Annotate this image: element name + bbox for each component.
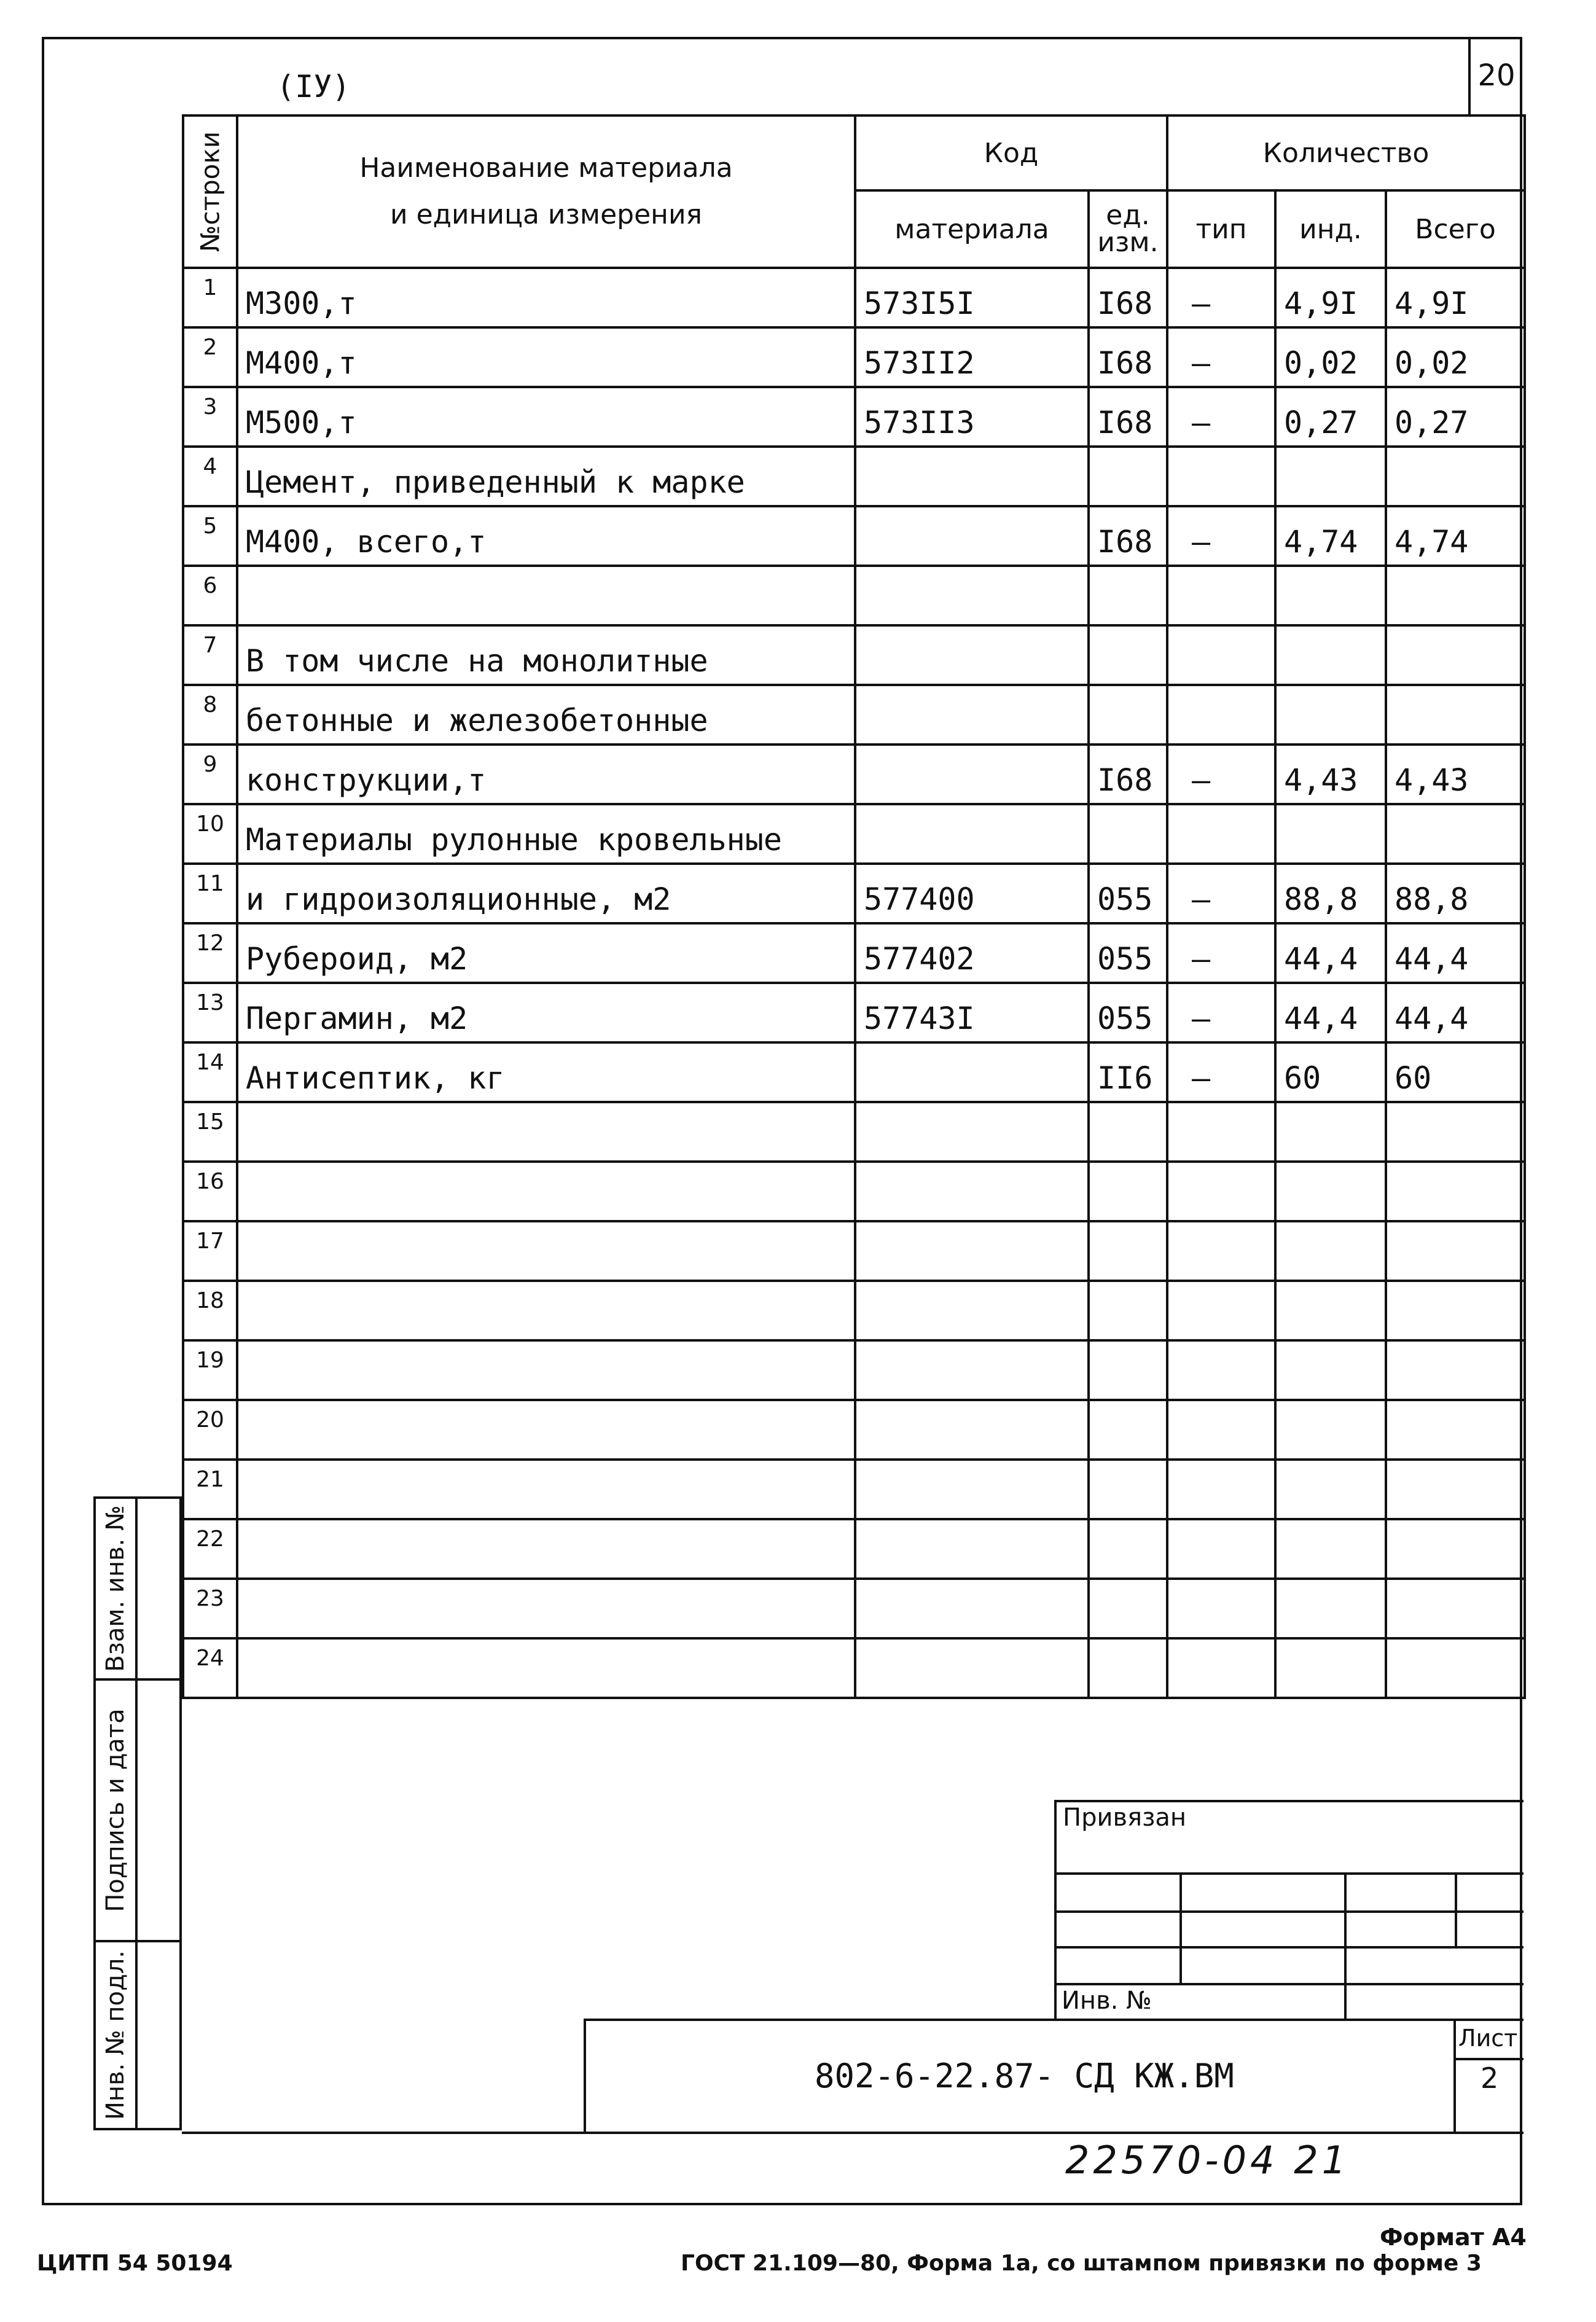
cell-unit (1089, 1281, 1167, 1340)
cell-ind (1275, 1281, 1386, 1340)
cell-name: Цемент, приведенный к марке (237, 447, 855, 506)
cell-n: 20 (183, 1400, 237, 1460)
cell-name (237, 1102, 855, 1162)
inv-no-label: Инв. № (1062, 1987, 1152, 2015)
cell-total: 88,8 (1386, 864, 1525, 923)
cell-type (1167, 1579, 1275, 1638)
cell-type: – (1167, 923, 1275, 983)
privyazan-row-line-1 (1054, 1872, 1524, 1875)
cell-name: М500,т (237, 387, 855, 447)
material-header: материала (855, 190, 1089, 268)
cell-code (855, 566, 1089, 625)
cell-type (1167, 804, 1275, 864)
table-row (183, 1162, 1525, 1221)
cell-type: – (1167, 268, 1275, 327)
cell-code (855, 685, 1089, 745)
cell-unit: II6 (1089, 1042, 1167, 1102)
cell-name: Материалы рулонные кровельные (237, 804, 855, 864)
cell-code: 577402 (855, 923, 1089, 983)
sheet-number-box (1468, 37, 1522, 117)
cell-type (1167, 1340, 1275, 1400)
cell-type: – (1167, 983, 1275, 1042)
cell-total (1386, 685, 1525, 745)
cell-code (855, 1638, 1089, 1698)
cell-name: М400, всего,т (237, 506, 855, 566)
cell-type (1167, 1638, 1275, 1698)
cell-total (1386, 1162, 1525, 1221)
side-stamp-vzam (93, 1496, 182, 1681)
cell-n: 2 (183, 327, 237, 387)
cell-unit: I68 (1089, 745, 1167, 804)
sheet-number: 20 (1477, 58, 1516, 93)
cell-code: 577400 (855, 864, 1089, 923)
table-row (183, 1519, 1525, 1579)
cell-total: 60 (1386, 1042, 1525, 1102)
cell-ind (1275, 1400, 1386, 1460)
cell-n: 3 (183, 387, 237, 447)
cell-n: 10 (183, 804, 237, 864)
cell-code: 573II2 (855, 327, 1089, 387)
table-row (183, 1042, 1525, 1102)
handwritten-note: 22570-04 21 (1065, 2138, 1350, 2183)
privyazan-top-line (1054, 1800, 1524, 1802)
cell-n: 18 (183, 1281, 237, 1340)
cell-n: 19 (183, 1340, 237, 1400)
cell-unit: I68 (1089, 268, 1167, 327)
cell-n: 8 (183, 685, 237, 745)
cell-code (855, 1162, 1089, 1221)
table-row (183, 1221, 1525, 1281)
cell-name (237, 1162, 855, 1221)
format-label: Формат А4 (1380, 2224, 1527, 2251)
cell-ind: 4,43 (1275, 745, 1386, 804)
list-row-line (1453, 2058, 1524, 2060)
cell-name: Пергамин, м2 (237, 983, 855, 1042)
cell-ind (1275, 1340, 1386, 1400)
cell-unit: 055 (1089, 983, 1167, 1042)
cell-total (1386, 1340, 1525, 1400)
cell-code (855, 804, 1089, 864)
list-label: Лист (1458, 2025, 1518, 2052)
cell-n: 22 (183, 1519, 237, 1579)
cell-type: – (1167, 745, 1275, 804)
cell-name (237, 1221, 855, 1281)
total-header: Всего (1386, 190, 1525, 268)
cell-type: – (1167, 506, 1275, 566)
document-designation: 802-6-22.87- СД КЖ.ВМ (815, 2057, 1234, 2095)
cell-code (855, 1281, 1089, 1340)
cell-code (855, 1579, 1089, 1638)
cell-total (1386, 1281, 1525, 1340)
cell-type: – (1167, 1042, 1275, 1102)
cell-unit (1089, 1340, 1167, 1400)
table-row (183, 447, 1525, 506)
cell-total (1386, 1460, 1525, 1519)
table-row (183, 387, 1525, 447)
cell-n: 12 (183, 923, 237, 983)
privyazan-col-line-2 (1344, 1872, 1347, 2021)
cell-ind: 4,74 (1275, 506, 1386, 566)
cell-total (1386, 1579, 1525, 1638)
cell-type (1167, 1519, 1275, 1579)
cell-total: 4,74 (1386, 506, 1525, 566)
unit-header: ед. изм. (1089, 190, 1167, 268)
name-header: Наименование материала и единица измерения (237, 115, 855, 268)
cell-n: 15 (183, 1102, 237, 1162)
cell-name (237, 1638, 855, 1698)
cell-ind: 44,4 (1275, 923, 1386, 983)
privyazan-row-line-4 (1054, 1983, 1524, 1985)
cell-n: 14 (183, 1042, 237, 1102)
cell-code: 57743I (855, 983, 1089, 1042)
table-row (183, 1579, 1525, 1638)
cell-name (237, 1281, 855, 1340)
cell-ind: 88,8 (1275, 864, 1386, 923)
cell-code: 573II3 (855, 387, 1089, 447)
title-top-line (584, 2019, 1524, 2021)
cell-total: 44,4 (1386, 983, 1525, 1042)
privyazan-col-line-3 (1455, 1872, 1457, 1946)
cell-ind (1275, 1102, 1386, 1162)
cell-total: 4,43 (1386, 745, 1525, 804)
cell-total (1386, 625, 1525, 685)
vzam-label: Взам. инв. № (101, 1505, 130, 1672)
type-header: тип (1167, 190, 1275, 268)
table-row (183, 1102, 1525, 1162)
cell-ind (1275, 566, 1386, 625)
cell-n: 5 (183, 506, 237, 566)
table-row (183, 1460, 1525, 1519)
privyazan-label: Привязан (1063, 1804, 1187, 1832)
cell-type (1167, 685, 1275, 745)
cell-n: 4 (183, 447, 237, 506)
cell-ind: 44,4 (1275, 983, 1386, 1042)
cell-ind (1275, 1221, 1386, 1281)
podpis-label: Подпись и дата (101, 1708, 130, 1912)
cell-n: 9 (183, 745, 237, 804)
cell-type: – (1167, 864, 1275, 923)
cell-name (237, 1400, 855, 1460)
cell-name: М400,т (237, 327, 855, 387)
table-row (183, 685, 1525, 745)
table-row (183, 1400, 1525, 1460)
cell-total (1386, 566, 1525, 625)
cell-type (1167, 1460, 1275, 1519)
cell-unit (1089, 566, 1167, 625)
section-mark: (IУ) (276, 69, 351, 104)
cell-name: Антисептик, кг (237, 1042, 855, 1102)
list-number: 2 (1481, 2062, 1499, 2095)
cell-ind (1275, 625, 1386, 685)
cell-total: 4,9I (1386, 268, 1525, 327)
cell-code (855, 447, 1089, 506)
cell-type (1167, 1221, 1275, 1281)
cell-code (855, 1460, 1089, 1519)
cell-name: Рубероид, м2 (237, 923, 855, 983)
cell-name: и гидроизоляционные, м2 (237, 864, 855, 923)
cell-unit (1089, 1221, 1167, 1281)
cell-ind (1275, 685, 1386, 745)
cell-ind: 60 (1275, 1042, 1386, 1102)
cell-n: 16 (183, 1162, 237, 1221)
cell-n: 6 (183, 566, 237, 625)
cell-ind: 4,9I (1275, 268, 1386, 327)
cell-type (1167, 1162, 1275, 1221)
cell-type (1167, 1102, 1275, 1162)
inv-podl-label: Инв. № подл. (101, 1950, 130, 2120)
cell-name (237, 566, 855, 625)
cell-unit (1089, 1579, 1167, 1638)
cell-unit: 055 (1089, 864, 1167, 923)
cell-ind: 0,02 (1275, 327, 1386, 387)
list-divider-line (1453, 2019, 1456, 2133)
cell-code (855, 1102, 1089, 1162)
side-stamp-inv-podl (93, 1940, 182, 2130)
table-row (183, 566, 1525, 625)
cell-total (1386, 1519, 1525, 1579)
cell-n: 7 (183, 625, 237, 685)
cell-unit (1089, 685, 1167, 745)
cell-name (237, 1579, 855, 1638)
title-left-line (584, 2019, 586, 2133)
footer-right: ГОСТ 21.109—80, Форма 1а, со штампом привязки по форме 3 (681, 2251, 1482, 2276)
privyazan-row-line-2 (1054, 1910, 1524, 1913)
cell-ind (1275, 1638, 1386, 1698)
cell-code (855, 1340, 1089, 1400)
table-row (183, 327, 1525, 387)
cell-ind (1275, 1460, 1386, 1519)
cell-name (237, 1460, 855, 1519)
cell-code (855, 1400, 1089, 1460)
materials-table (182, 114, 1526, 1699)
table-row (183, 1281, 1525, 1340)
cell-type (1167, 1400, 1275, 1460)
side-stamp-podpis (93, 1678, 182, 1942)
cell-n: 11 (183, 864, 237, 923)
cell-unit (1089, 1400, 1167, 1460)
cell-unit (1089, 804, 1167, 864)
quantity-header: Количество (1167, 115, 1525, 190)
cell-code (855, 625, 1089, 685)
ind-header: инд. (1275, 190, 1386, 268)
cell-code (855, 1221, 1089, 1281)
table-row (183, 1638, 1525, 1698)
cell-name: В том числе на монолитные (237, 625, 855, 685)
cell-total: 0,02 (1386, 327, 1525, 387)
cell-unit (1089, 1519, 1167, 1579)
cell-unit: I68 (1089, 506, 1167, 566)
cell-ind (1275, 1162, 1386, 1221)
cell-ind (1275, 447, 1386, 506)
cell-code (855, 745, 1089, 804)
cell-name: М300,т (237, 268, 855, 327)
cell-ind: 0,27 (1275, 387, 1386, 447)
cell-n: 1 (183, 268, 237, 327)
cell-total (1386, 1102, 1525, 1162)
table-row (183, 506, 1525, 566)
cell-name (237, 1519, 855, 1579)
table-row (183, 1340, 1525, 1400)
cell-type (1167, 447, 1275, 506)
cell-unit (1089, 1460, 1167, 1519)
cell-name: бетонные и железобетонные (237, 685, 855, 745)
cell-type (1167, 625, 1275, 685)
table-row (183, 864, 1525, 923)
cell-unit: I68 (1089, 387, 1167, 447)
cell-type (1167, 566, 1275, 625)
cell-unit: I68 (1089, 327, 1167, 387)
cell-n: 17 (183, 1221, 237, 1281)
footer-left: ЦИТП 54 50194 (37, 2251, 233, 2276)
cell-n: 23 (183, 1579, 237, 1638)
privyazan-row-line-3 (1054, 1946, 1524, 1949)
cell-unit: 055 (1089, 923, 1167, 983)
cell-code (855, 1519, 1089, 1579)
cell-ind (1275, 1579, 1386, 1638)
cell-type (1167, 1281, 1275, 1340)
cell-code: 573I5I (855, 268, 1089, 327)
cell-total (1386, 1221, 1525, 1281)
privyazan-col-line-1 (1179, 1872, 1182, 1983)
cell-type: – (1167, 327, 1275, 387)
cell-name (237, 1340, 855, 1400)
cell-type: – (1167, 387, 1275, 447)
table-row (183, 983, 1525, 1042)
cell-code (855, 506, 1089, 566)
cell-total (1386, 804, 1525, 864)
table-row (183, 745, 1525, 804)
rownum-header: №строки (183, 115, 237, 268)
cell-n: 24 (183, 1638, 237, 1698)
cell-code (855, 1042, 1089, 1102)
table-row (183, 625, 1525, 685)
cell-unit (1089, 625, 1167, 685)
cell-unit (1089, 1162, 1167, 1221)
cell-unit (1089, 1102, 1167, 1162)
code-header: Код (855, 115, 1167, 190)
cell-ind (1275, 804, 1386, 864)
cell-name: конструкции,т (237, 745, 855, 804)
cell-unit (1089, 1638, 1167, 1698)
table-row (183, 923, 1525, 983)
title-bottom-line (182, 2132, 1524, 2134)
cell-total: 0,27 (1386, 387, 1525, 447)
cell-total (1386, 1400, 1525, 1460)
cell-ind (1275, 1519, 1386, 1579)
cell-total: 44,4 (1386, 923, 1525, 983)
cell-n: 21 (183, 1460, 237, 1519)
cell-total (1386, 1638, 1525, 1698)
table-row (183, 804, 1525, 864)
table-row (183, 268, 1525, 327)
cell-total (1386, 447, 1525, 506)
cell-n: 13 (183, 983, 237, 1042)
cell-unit (1089, 447, 1167, 506)
